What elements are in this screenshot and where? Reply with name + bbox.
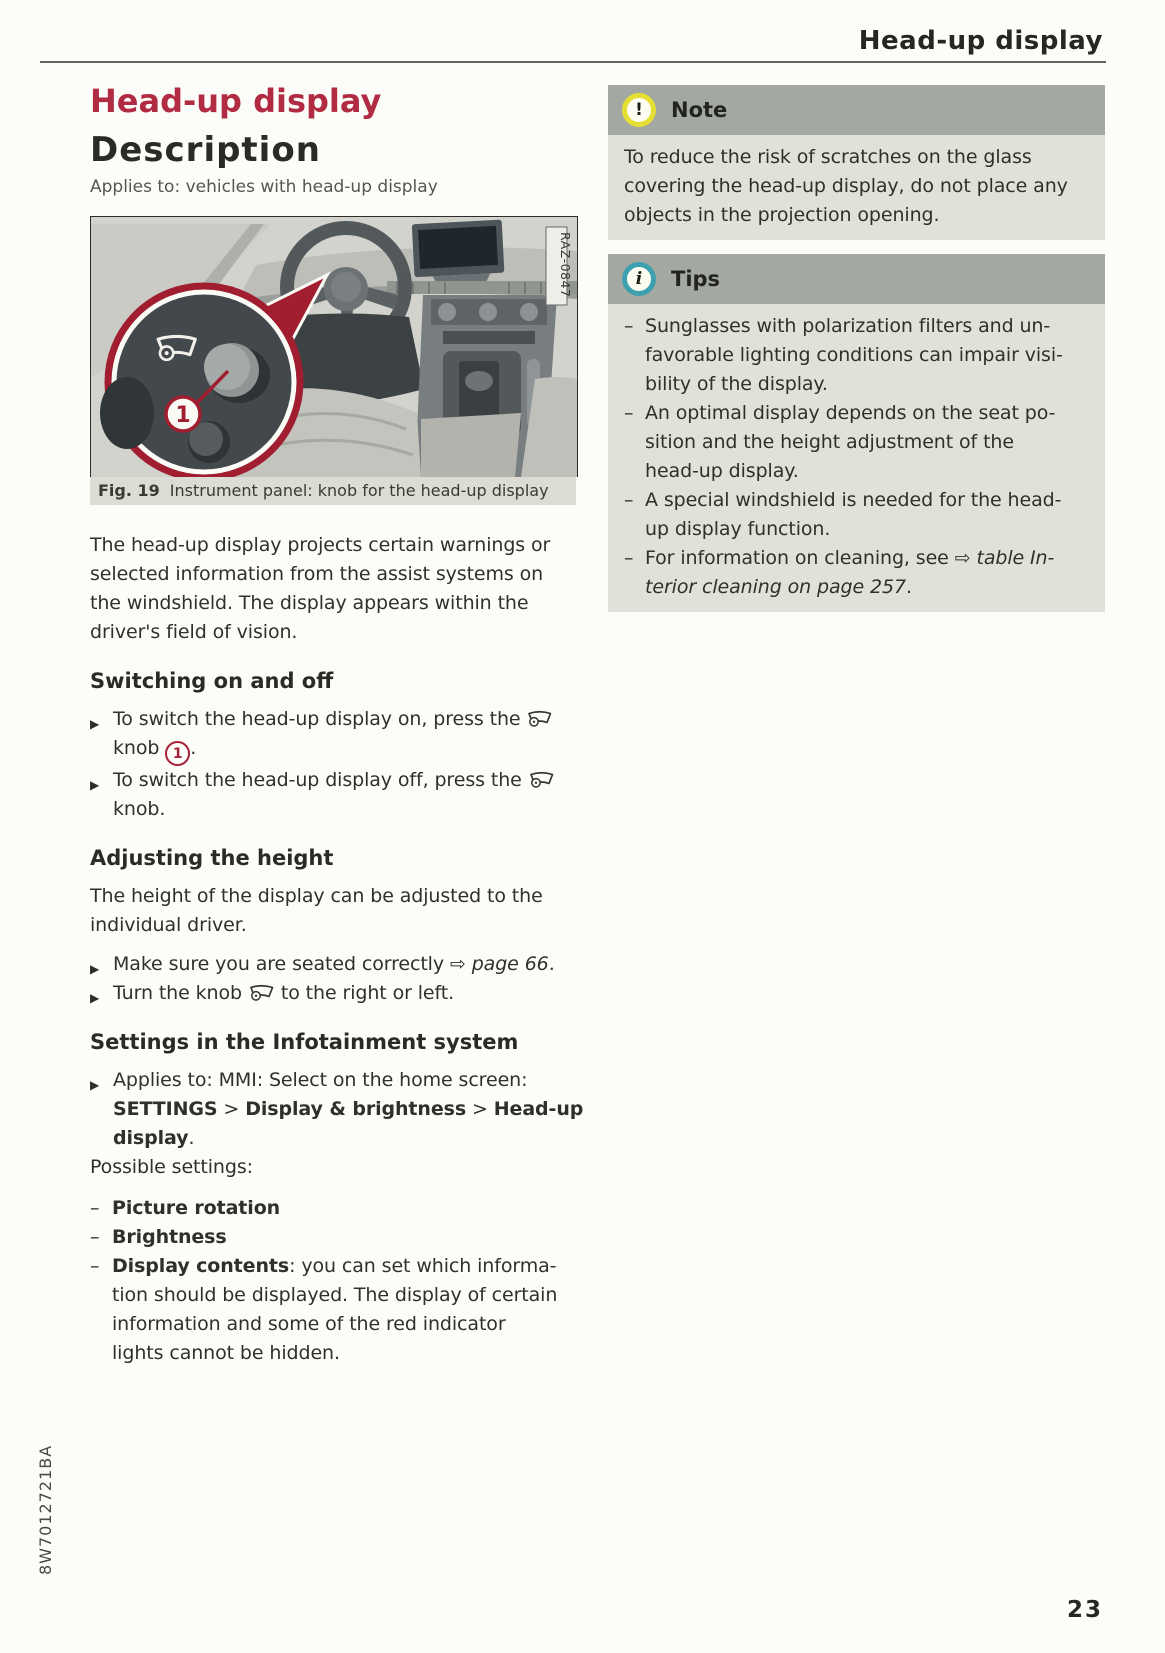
switching-bullet-list	[90, 705, 578, 825]
hud-symbol-icon	[248, 983, 275, 1001]
bullet-item: ▶ Applies to: MMI: Select on the home screen: SETTINGS > Display & brightness > Head-up display.	[90, 1066, 578, 1153]
figure-image	[90, 216, 578, 477]
list-item: – Display contents: you can set which informa- tion should be displayed. The display of certain information and some of the red indicator lights cannot be hidden.	[90, 1252, 578, 1368]
possible-settings-label: Possible settings:	[90, 1156, 253, 1179]
section-title: Head-up display	[90, 82, 382, 120]
heading-switching: Switching on and off	[90, 668, 334, 693]
hud-symbol-icon	[528, 770, 555, 788]
note-header	[608, 85, 1105, 135]
figure-image-code: RAZ-0847	[558, 231, 573, 298]
header-rule	[40, 61, 1106, 63]
exclamation-icon: !	[622, 93, 656, 127]
note-body	[608, 135, 1105, 240]
possible-settings-list	[90, 1194, 578, 1368]
tips-callout	[608, 254, 1105, 612]
bullet-item: ▶ Turn the knob to the right or left.	[90, 979, 578, 1008]
adjusting-bullet-list	[90, 950, 578, 1008]
heading-infotainment-settings: Settings in the Infotainment system	[90, 1030, 519, 1055]
heading-adjusting: Adjusting the height	[90, 846, 334, 871]
subsection-title: Description	[90, 130, 321, 171]
bullet-item: ▶ Make sure you are seated correctly ⇨ page 66.	[90, 950, 578, 979]
figure-label: Fig. 19	[98, 480, 160, 500]
hud-symbol-icon	[526, 709, 553, 727]
tips-body	[608, 304, 1105, 612]
tip-item: – Sunglasses with polarization filters and un- favorable lighting conditions can impair visi- bility of the display.	[624, 312, 1089, 399]
applies-to-note: Applies to: vehicles with head-up display	[90, 176, 438, 197]
note-callout	[608, 85, 1105, 240]
figure-caption-text: Instrument panel: knob for the head-up display	[169, 480, 549, 500]
tips-list	[624, 312, 1089, 602]
left-column	[90, 82, 584, 1368]
tip-item: – For information on cleaning, see ⇨ table In- terior cleaning on page 257.	[624, 544, 1089, 602]
figure-caption	[90, 477, 576, 505]
page-header-title: Head-up display	[858, 26, 1103, 56]
tip-item: – An optimal display depends on the seat po- sition and the height adjustment of the head-up display.	[624, 399, 1089, 486]
bullet-item: ▶ To switch the head-up display on, press the knob 1 .	[90, 705, 578, 767]
note-text: To reduce the risk of scratches on the glass covering the head-up display, do not place any objects in the projection opening.	[624, 146, 1068, 226]
document-code: 8W7012721BA	[36, 1444, 55, 1575]
page-number: 23	[1066, 1597, 1103, 1623]
bullet-item: ▶ To switch the head-up display off, press the knob.	[90, 766, 578, 824]
list-item: – Brightness	[90, 1223, 578, 1252]
tips-header	[608, 254, 1105, 304]
tip-item: – A special windshield is needed for the head- up display function.	[624, 486, 1089, 544]
circled-1-icon: 1	[165, 741, 190, 766]
tips-title: Tips	[671, 267, 721, 291]
settings-bullet-list	[90, 1066, 584, 1153]
figure-illustration	[91, 217, 577, 477]
note-title: Note	[671, 98, 728, 122]
figure-callout-1: 1	[175, 402, 191, 428]
figure-19	[90, 216, 578, 505]
intro-paragraph: The head-up display projects certain warnings or selected information from the assist systems on the windshield. The display appears within the driver's field of vision.	[90, 533, 551, 643]
adjusting-paragraph: The height of the display can be adjusted to the individual driver.	[90, 885, 543, 937]
info-icon: i	[622, 262, 656, 296]
list-item: – Picture rotation	[90, 1194, 578, 1223]
right-column	[608, 85, 1105, 626]
